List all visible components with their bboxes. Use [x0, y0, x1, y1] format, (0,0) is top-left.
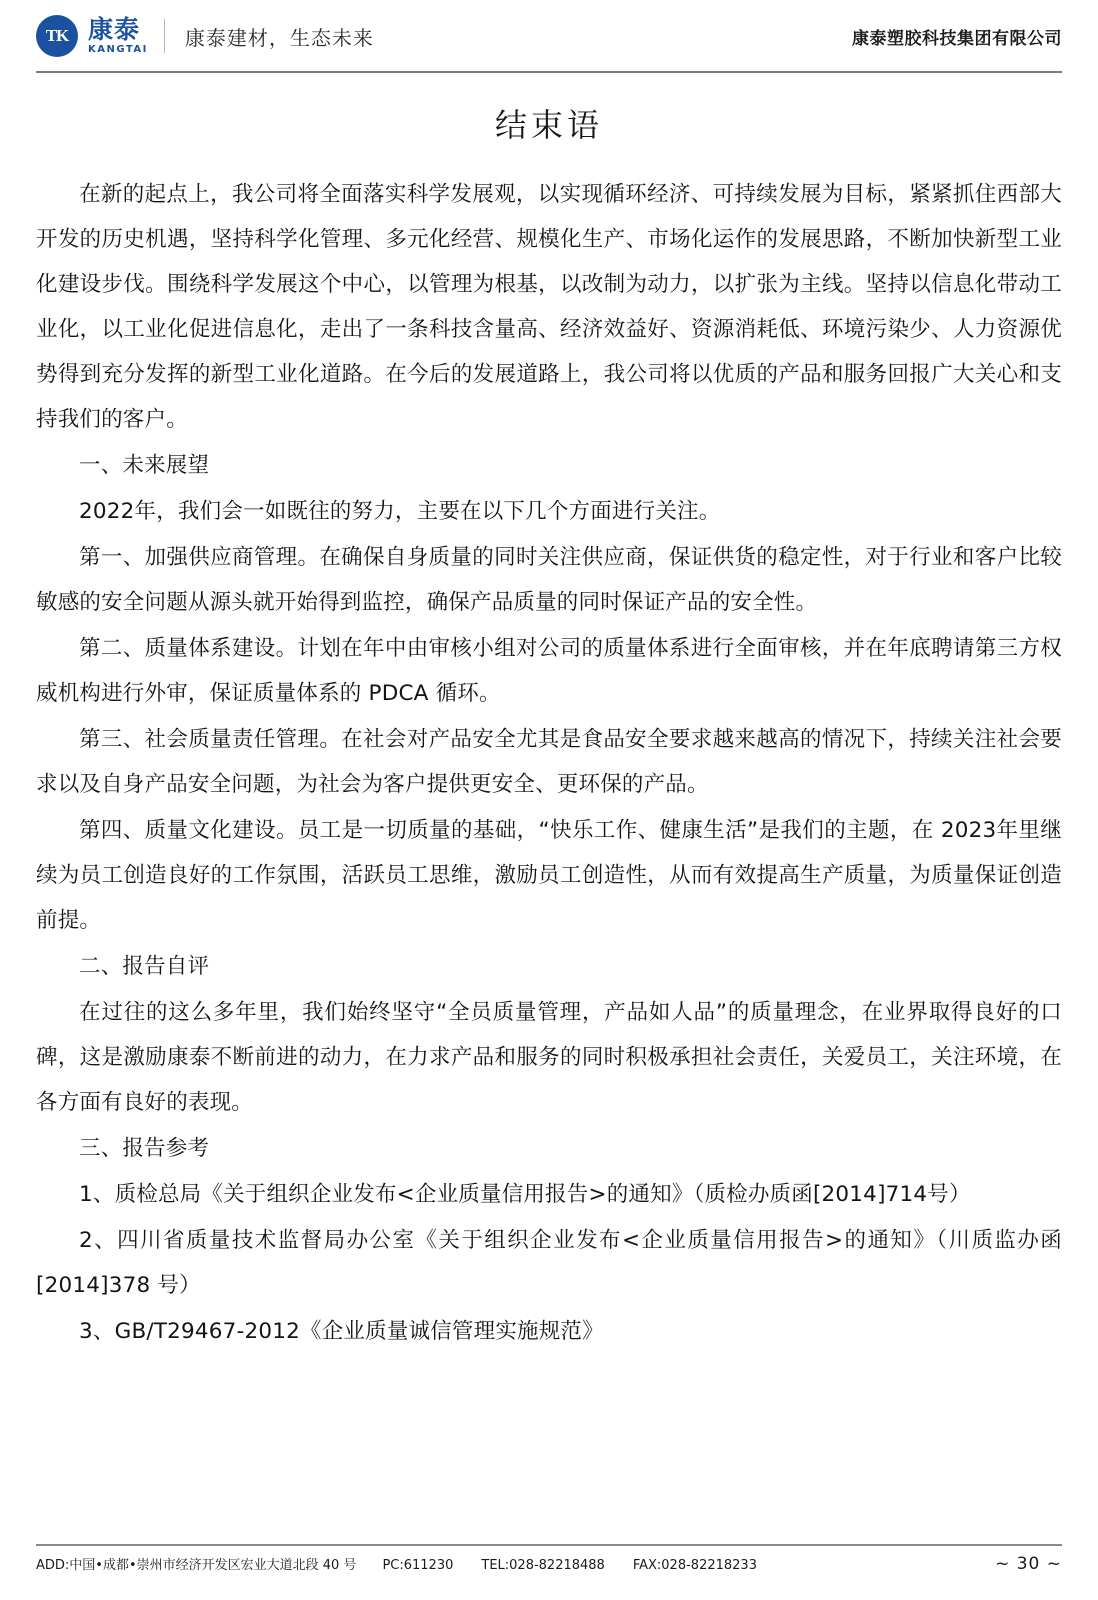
header-slogan: 康泰建材，生态未来 — [184, 25, 374, 50]
paragraph-intro: 在新的起点上，我公司将全面落实科学发展观，以实现循环经济、可持续发展为目标，紧紧抓住西部大开发的历史机遇，坚持科学化管理、多元化经营、规模化生产、市场化运作的发展思路，不断加快新型工业化建设步伐。围绕科学发展这个中心，以管理为根基，以改制为动力，以扩张为主线。坚持以信息化带动工业化，以工业化促进信息化，走出了一条科技含量高、经济效益好、资源消耗低、环境污染少、人力资源优势得到充分发挥的新型工业化道路。在今后的发展道路上，我公司将以优质的产品和服务回报广大关心和支持我们的客户。 — [36, 182, 1062, 432]
heading-future-outlook: 一、未来展望 — [79, 453, 210, 478]
document-body — [36, 84, 1062, 1355]
reference-item-1: 1、质检总局《关于组织企业发布<企业质量信用报告>的通知》（质检办质函[2014]714号） — [79, 1182, 971, 1207]
footer-telephone: TEL:028-82218488 — [481, 1558, 605, 1573]
paragraph-item-first: 第一、加强供应商管理。在确保自身质量的同时关注供应商，保证供货的稳定性，对于行业和客户比较敏感的安全问题从源头就开始得到监控，确保产品质量的同时保证产品的安全性。 — [36, 545, 1062, 615]
company-logo — [36, 15, 148, 57]
kangtai-logo-icon: TK — [36, 15, 78, 57]
heading-report-self-review: 二、报告自评 — [79, 954, 210, 979]
paragraph-2022-focus: 2022年，我们会一如既往的努力，主要在以下几个方面进行关注。 — [79, 499, 721, 524]
footer-address: ADD:中国•成都•崇州市经济开发区宏业大道北段 40 号 — [36, 1558, 357, 1573]
footer-fax: FAX:028-82218233 — [632, 1558, 757, 1573]
page-footer — [36, 1544, 1062, 1574]
logo-wordmark — [88, 17, 148, 55]
logo-english-name: KANGTAI — [88, 44, 148, 55]
paragraph-item-third: 第三、社会质量责任管理。在社会对产品安全尤其是食品安全要求越来越高的情况下，持续关注社会要求以及自身产品安全问题，为社会为客户提供更安全、更环保的产品。 — [36, 727, 1062, 797]
header-company-name: 康泰塑胶科技集团有限公司 — [852, 28, 1062, 49]
reference-item-2: 2、四川省质量技术监督局办公室《关于组织企业发布<企业质量信用报告>的通知》（川质监办函[2014]378 号） — [36, 1228, 1062, 1298]
header-rule — [36, 71, 1062, 73]
paragraph-item-fourth: 第四、质量文化建设。员工是一切质量的基础，“快乐工作、健康生活”是我们的主题，在 2023年里继续为员工创造良好的工作氛围，活跃员工思维，激励员工创造性，从而有效提高生产质量，为质量保证创造前提。 — [36, 818, 1062, 933]
heading-report-references: 三、报告参考 — [79, 1136, 210, 1161]
header-divider — [164, 19, 165, 53]
page-title: 结束语 — [494, 106, 603, 144]
page-header — [0, 0, 1098, 72]
footer-postcode: PC:611230 — [382, 1558, 454, 1573]
footer-content — [36, 1554, 1062, 1574]
paragraph-item-second: 第二、质量体系建设。计划在年中由审核小组对公司的质量体系进行全面审核，并在年底聘请第三方权威机构进行外审，保证质量体系的 PDCA 循环。 — [36, 636, 1062, 706]
paragraph-self-review: 在过往的这么多年里，我们始终坚守“全员质量管理，产品如人品”的质量理念，在业界取得良好的口碑，这是激励康泰不断前进的动力，在力求产品和服务的同时积极承担社会责任，关爱员工，关注环境，在各方面有良好的表现。 — [36, 1000, 1062, 1115]
page-number: ~ 30 ~ — [995, 1554, 1062, 1574]
footer-rule — [36, 1544, 1062, 1546]
logo-chinese-name: 康泰 — [88, 15, 141, 44]
reference-item-3: 3、GB/T29467-2012《企业质量诚信管理实施规范》 — [79, 1319, 604, 1344]
